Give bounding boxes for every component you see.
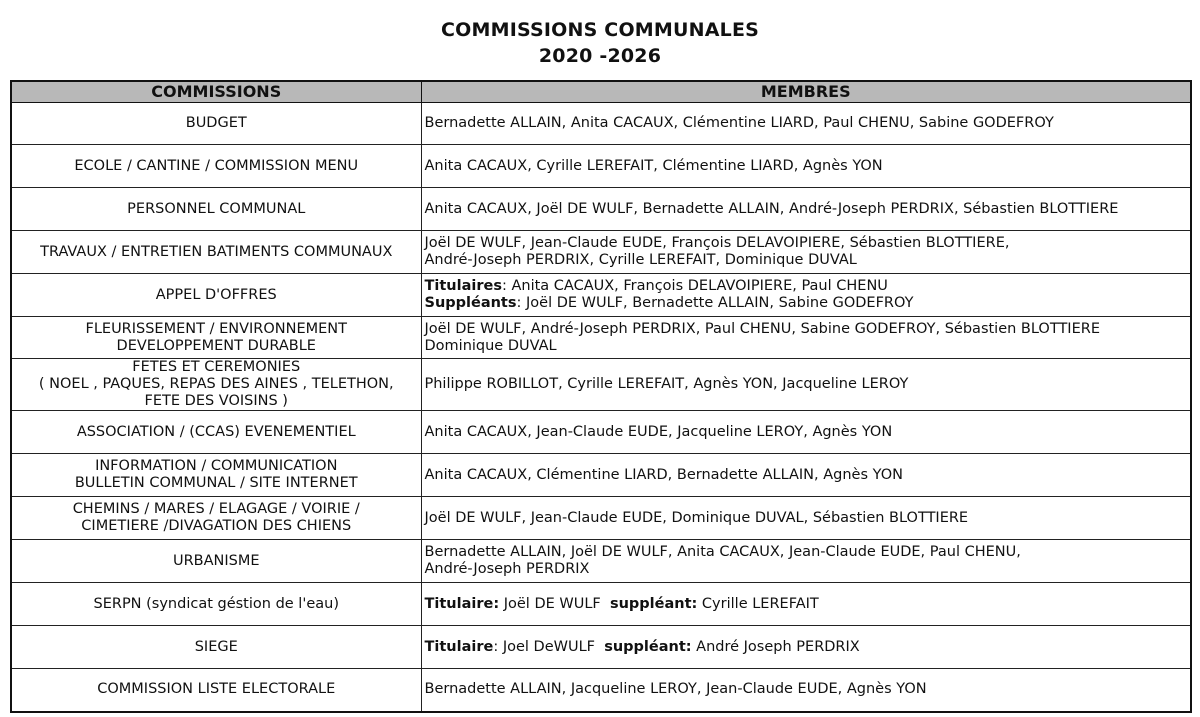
document-title [0,17,1200,69]
commission-name-line: FETES ET CEREMONIES [132,359,301,375]
member-names: : Joel DeWULF [493,638,605,655]
member-names: Anita CACAUX, Cyrille LEREFAIT, Clémentine LIARD, Agnès YON [424,157,883,174]
member-names: Joël DE WULF, Jean-Claude EUDE, Dominique DUVAL, Sébastien BLOTTIERE [424,509,969,526]
members-list [421,540,1191,583]
member-names: : Anita CACAUX, François DELAVOIPIERE, Paul CHENU [501,278,888,294]
table-row [11,626,1191,669]
member-names: Cyrille LEREFAIT [697,595,819,612]
member-names: André-Joseph PERDRIX [424,561,590,577]
role-label: suppléant: [604,638,692,655]
commission-name-line: ( NOEL , PAQUES, REPAS DES AINES , TELETHON, [38,376,394,392]
commissions-table [10,80,1192,713]
members-list [421,317,1191,359]
members-line [425,278,1187,295]
role-label: Titulaire [424,638,494,655]
members-line [425,376,1187,393]
member-names: Bernadette ALLAIN, Jacqueline LEROY, Jean-Claude EUDE, Agnès YON [424,681,927,698]
commission-name-line: CIMETIERE /DIVAGATION DES CHIENS [81,518,352,534]
commission-name [11,540,421,583]
table-row [11,317,1191,359]
members-line [425,321,1187,338]
table-row [11,145,1191,188]
member-names: Dominique DUVAL [424,337,557,354]
members-list [421,231,1191,274]
commission-name [11,145,421,188]
commission-name [11,274,421,317]
commission-name-line: DEVELOPPEMENT DURABLE [116,337,316,354]
commission-name-line: URBANISME [172,552,260,569]
commission-name [11,497,421,540]
members-list [421,497,1191,540]
title-line-1: COMMISSIONS COMMUNALES [440,19,760,41]
commission-name [11,359,421,411]
commission-name-line: FETE DES VOISINS ) [144,393,288,409]
commission-name [11,317,421,359]
members-line [425,681,1187,698]
members-list [421,274,1191,317]
members-line [425,596,1187,613]
member-names: Anita CACAUX, Jean-Claude EUDE, Jacqueline LEROY, Agnès YON [424,423,893,440]
commission-name [11,103,421,145]
role-label: Titulaires [424,278,502,294]
table-row [11,583,1191,626]
members-line [425,158,1187,175]
members-line [425,338,1187,355]
commission-name [11,231,421,274]
members-list [421,669,1191,712]
header-membres: MEMBRES [421,81,1191,103]
members-line [425,295,1187,312]
member-names: Philippe ROBILLOT, Cyrille LEREFAIT, Agnès YON, Jacqueline LEROY [424,376,909,392]
commission-name-line: ASSOCIATION / (CCAS) EVENEMENTIEL [76,423,356,440]
table-row [11,497,1191,540]
member-names: Bernadette ALLAIN, Joël DE WULF, Anita CACAUX, Jean-Claude EUDE, Paul CHENU, [424,544,1021,560]
member-names: Joël DE WULF, Jean-Claude EUDE, François DELAVOIPIERE, Sébastien BLOTTIERE, [424,235,1010,251]
table-row [11,103,1191,145]
members-list [421,583,1191,626]
header-commissions: COMMISSIONS [11,81,421,103]
commission-name [11,626,421,669]
table-row [11,411,1191,454]
members-list [421,188,1191,231]
role-label: Titulaire: [424,595,500,612]
commission-name-line: FLEURISSEMENT / ENVIRONNEMENT [85,320,348,337]
members-line [425,235,1187,252]
commission-name-line: COMMISSION LISTE ELECTORALE [97,681,336,698]
member-names: André-Joseph PERDRIX, Cyrille LEREFAIT, Dominique DUVAL [424,252,857,268]
members-line [425,115,1187,132]
commission-name-line: SERPN (syndicat géstion de l'eau) [93,595,339,612]
members-line [425,201,1187,218]
table-row [11,669,1191,712]
members-line [425,467,1187,484]
members-line [425,639,1187,656]
title-line-2: 2020 -2026 [538,45,662,67]
commission-name-line: TRAVAUX / ENTRETIEN BATIMENTS COMMUNAUX [40,243,393,260]
commission-name-line: BULLETIN COMMUNAL / SITE INTERNET [74,475,358,491]
commission-name [11,583,421,626]
table-row [11,188,1191,231]
table-body [11,103,1191,712]
commission-name [11,454,421,497]
commission-name-line: CHEMINS / MARES / ELAGAGE / VOIRIE / [72,501,360,517]
header-row [11,81,1191,103]
member-names: Bernadette ALLAIN, Anita CACAUX, Clémentine LIARD, Paul CHENU, Sabine GODEFROY [424,115,1054,131]
member-names: Joël DE WULF [499,595,610,612]
members-line [425,561,1187,578]
commission-name-line: PERSONNEL COMMUNAL [127,200,306,217]
members-list [421,626,1191,669]
table-row [11,231,1191,274]
member-names: André Joseph PERDRIX [691,638,860,655]
members-list [421,411,1191,454]
commission-name-line: BUDGET [185,115,247,131]
table-row [11,540,1191,583]
commission-name-line: SIEGE [194,638,238,655]
members-line [425,510,1187,527]
commission-name [11,188,421,231]
role-label: Suppléants [424,295,517,311]
commission-name [11,411,421,454]
members-list [421,359,1191,411]
members-list [421,145,1191,188]
members-line [425,252,1187,269]
table-row [11,454,1191,497]
commission-name-line: ECOLE / CANTINE / COMMISSION MENU [74,157,359,174]
members-list [421,454,1191,497]
table-row [11,274,1191,317]
members-line [425,424,1187,441]
members-line [425,544,1187,561]
commission-name [11,669,421,712]
member-names: Anita CACAUX, Joël DE WULF, Bernadette ALLAIN, André-Joseph PERDRIX, Sébastien BLOTTIERE [424,200,1119,217]
members-list [421,103,1191,145]
commission-name-line: INFORMATION / COMMUNICATION [95,458,338,474]
member-names: : Joël DE WULF, Bernadette ALLAIN, Sabine GODEFROY [516,295,914,311]
role-label: suppléant: [609,595,698,612]
table-row [11,359,1191,411]
commission-name-line: APPEL D'OFFRES [155,286,277,303]
member-names: Anita CACAUX, Clémentine LIARD, Bernadette ALLAIN, Agnès YON [424,466,903,483]
member-names: Joël DE WULF, André-Joseph PERDRIX, Paul CHENU, Sabine GODEFROY, Sébastien BLOTTIERE [424,320,1100,337]
